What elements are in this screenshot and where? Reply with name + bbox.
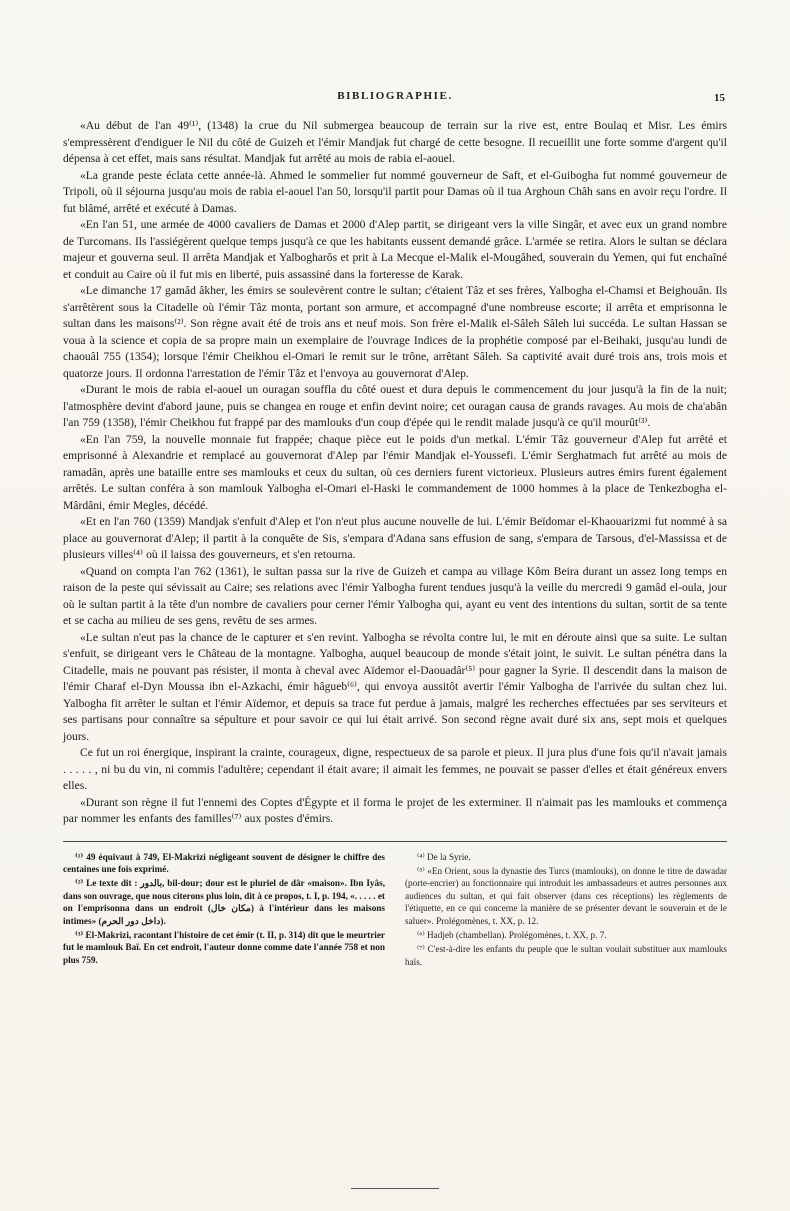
paragraph: «En l'an 51, une armée de 4000 cavaliers de Damas et 2000 d'Alep partit, se dirigeant vers la ville Singâr, et avec eux un grand nombre de Turcomans. Ils l'assiégèrent quelque temps jusqu'à ce que les habitants eussent demandé grâce. L'armée se retira. Alors le sultan se déclara majeur et gouverna seul. Il arrêta Mandjak et Yalbogharôs et prit à La Mecque el-Malik el-Mougâhed, souverain du Yemen, qui fut enchaîné et conduit au Caire où il fut mis en liberté, puis assassiné dans la forteresse de Karak. — [63, 218, 727, 281]
paragraph: «Le dimanche 17 gamâd âkher, les émirs se soulevèrent contre le sultan; c'étaient Tâz et ses frères, Yalbogha el-Chamsi et Beighouân. Ils s'arrêtèrent sous la Citadelle où l'émir Tâz monta, portant son armure, et accompagné d'une nombreuse escorte; il arrêta et emprisonna le sultan dans les maisons⁽²⁾. Son règne avait été de trois ans et neuf mois. Son frère el-Malik el-Sâleh Sâleh lui succéda. Le sultan Hassan se voua à la science et copia de sa propre main un exemplaire de l'ouvrage Indices de la prophétie composé par el-Beihaki, jusqu'au lundi de chaouâl 755 (1354); lorsque l'émir Cheikhou el-Omari le remit sur le trône, arrêtant Sâleh. Sa captivité avait duré trois ans, trois mois et quatorze jours. Il ordonna l'arrestation de l'émir Tâz et l'envoya au gouvernorat d'Alep. — [63, 284, 727, 380]
paragraph: «Au début de l'an 49⁽¹⁾, (1348) la crue du Nil submergea beaucoup de terrain sur la rive est, entre Boulaq et Misr. Les émirs s'empressèrent d'endiguer le Nil du côté de Guizeh et l'émir Mandjak fut chargé de cette besogne. Il recueillit une forte somme d'argent qu'il dépensa à cet effet, mais sans résultat. Mandjak fut arrêté au mois de rabia el-aouel. — [63, 119, 727, 165]
footnote: ⁽⁴⁾ De la Syrie. — [417, 851, 471, 862]
footnote: ⁽³⁾ El-Makrizi, racontant l'histoire de cet émir (t. II, p. 314) dit que le meurtrier fut le mamlouk Baï. En cet endroit, l'auteur donne comme date l'année 758 et non plus 759. — [63, 929, 385, 965]
paragraph: «Durant son règne il fut l'ennemi des Coptes d'Égypte et il forma le projet de les exterminer. Il n'aimait pas les mamlouks et commença par nommer les enfants des familles⁽⁷⁾ aux postes d'émirs. — [63, 795, 727, 825]
footnote-divider — [63, 841, 727, 842]
paragraph: «Quand on compta l'an 762 (1361), le sultan passa sur la rive de Guizeh et campa au village Kôm Beira durant un assez long temps en raison de la peste qui sévissait au Caire; ses relations avec l'émir Yalbogha furent tendues jusqu'à la veille du mercredi 9 gamâd el-oula, jour où le sultan partit à la tête d'un nombre de cavaliers pour cerner l'émir Yalbogha qui, ayant eu vent des intentions du sultan, sortit de sa tente et se cacha au milieu de ses gens, revêtu de ses armes. — [63, 564, 727, 627]
footnote: ⁽⁵⁾ «En Orient, sous la dynastie des Turcs (mamlouks), on donne le titre de dawadar (porte-encrier) au fonctionnaire qui introduit les ambassadeurs et autres personnes aux audiences du sultan, et qui fait observer (dans ces réceptions) les règlements de l'étiquette, en ce qui concerne la manière de se présenter devant le souverain et de le saluer». Prolégomènes, t. XX, p. 12. — [405, 865, 727, 926]
page-number: 15 — [714, 92, 725, 104]
footnote: ⁽¹⁾ 49 équivaut à 749, El-Makrizi négligeant souvent de désigner le chiffre des centaines une fois exprimé. — [63, 851, 385, 874]
paragraph: «Le sultan n'eut pas la chance de le capturer et s'en revint. Yalbogha se révolta contre lui, le mit en déroute ainsi que sa suite. Le sultan s'enfuit, se dirigeant vers le Château de la montagne. Yalbogha, auquel beaucoup de monde s'était joint, le suivit. Le sultan pénétra dans la Citadelle, mais ne pouvant pas résister, il monta à cheval avec Aïdemor el-Daouadâr⁽⁵⁾ pour gagner la Syrie. Il descendit dans la maison de l'émir Charaf el-Dyn Moussa ibn el-Azkachi, émir hâgueb⁽⁶⁾, qui envoya aussitôt avertir l'émir Yalbogha de l'arrivée du sultan chez lui. Yalbogha fit arrêter le sultan et l'émir Aïdemor, et depuis sa trace fut perdue à jamais, malgré les recherches effectuées par ses serviteurs et ses partisans pour connaître sa sépulture et pour savoir ce qui lui était arrivé. Son second règne avait duré six ans, sept mois et quelques jours. — [63, 630, 727, 743]
paragraph: «Et en l'an 760 (1359) Mandjak s'enfuit d'Alep et l'on n'eut plus aucune nouvelle de lui. L'émir Beïdomar el-Khaouarizmi fut nommé à sa place au gouvernorat d'Alep; il partit à la conquête de Sis, s'empara d'Adana sans effusion de sang, s'empara de Tarsous, d'el-Massissa et de plusieurs villes⁽⁴⁾ où il laissa des gouverneurs, et s'en retourna. — [63, 515, 727, 561]
footnote: ⁽⁶⁾ Hadjeb (chambellan). Prolégomènes, t. XX, p. 7. — [417, 929, 607, 940]
footnote: ⁽²⁾ Le texte dit : بالدور, bil-dour; dour est le pluriel de dâr «maison». Ibn Iyâs, dans son ouvrage, que nous citerons plus loin, dit à ce propos, t. I, p. 194, «. . . . . et on l'emprisonna dans un endroit (مكان خال) à l'intérieur dans les maisons intimes» (داخل دور الحرم). — [63, 878, 385, 926]
paragraph: «Durant le mois de rabia el-aouel un ouragan souffla du côté ouest et dura depuis le commencement du jour jusqu'à la fin de la nuit; l'atmosphère devint d'abord jaune, puis se changea en rouge et enfin devint noire; cet ouragan causa de grands ravages. Au mois de cha'abân l'an 759 (1358), l'émir Cheikhou fut frappé par des mamlouks d'un coup d'épée qui le rendit malade jusqu'à ce qu'il mourût⁽³⁾. — [63, 383, 727, 429]
main-text — [63, 118, 727, 828]
footnote: ⁽⁷⁾ C'est-à-dire les enfants du peuple que le sultan voulait substituer aux mamlouks haïs. — [405, 944, 727, 967]
footnotes — [63, 851, 727, 971]
paragraph: «En l'an 759, la nouvelle monnaie fut frappée; chaque pièce eut le poids d'un metkal. L'émir Tâz gouverneur d'Alep fut arrêté et emprisonné à Alexandrie et remplacé au gouvernorat d'Alep par l'émir Mandjak el-Youssefi. L'émir Serghatmach fut arrêté au mois de ramadân, après une bataille entre ses mamlouks et ceux du sultan, où ces derniers furent victorieux. Plusieurs autres émirs furent également arrêtés. Le sultan conféra à son mamlouk Yalbogha el-Omari el-Haski le commandement de 1000 hommes à la place de Tenkezbogha el-Mârdâni, émir Megles, décédé. — [63, 432, 727, 512]
running-head — [63, 0, 727, 102]
paragraph: Ce fut un roi énergique, inspirant la crainte, courageux, digne, respectueux de sa parole et pieux. Il jura plus d'une fois qu'il n'avait jamais . . . . . , ni bu du vin, ni commis l'adultère; cependant il était avare; il aimait les femmes, ne pouvait se passer d'elles et était généreux envers elles. — [63, 746, 727, 792]
signature-rule — [351, 1188, 439, 1189]
footnote-column-left — [63, 851, 385, 971]
page-header-title: BIBLIOGRAPHIE. — [337, 90, 453, 102]
footnote-column-right — [405, 851, 727, 971]
paragraph: «La grande peste éclata cette année-là. Ahmed le sommelier fut nommé gouverneur de Saft, et el-Guibogha fut nommé gouverneur de Tripoli, où il séjourna jusqu'au mois de rabia el-aouel l'an 50, lorsqu'il partit pour Damas où il tua Arghoun Châh sans en avoir reçu l'ordre. Il fut blâmé, arrêté et exécuté à Damas. — [63, 168, 727, 215]
